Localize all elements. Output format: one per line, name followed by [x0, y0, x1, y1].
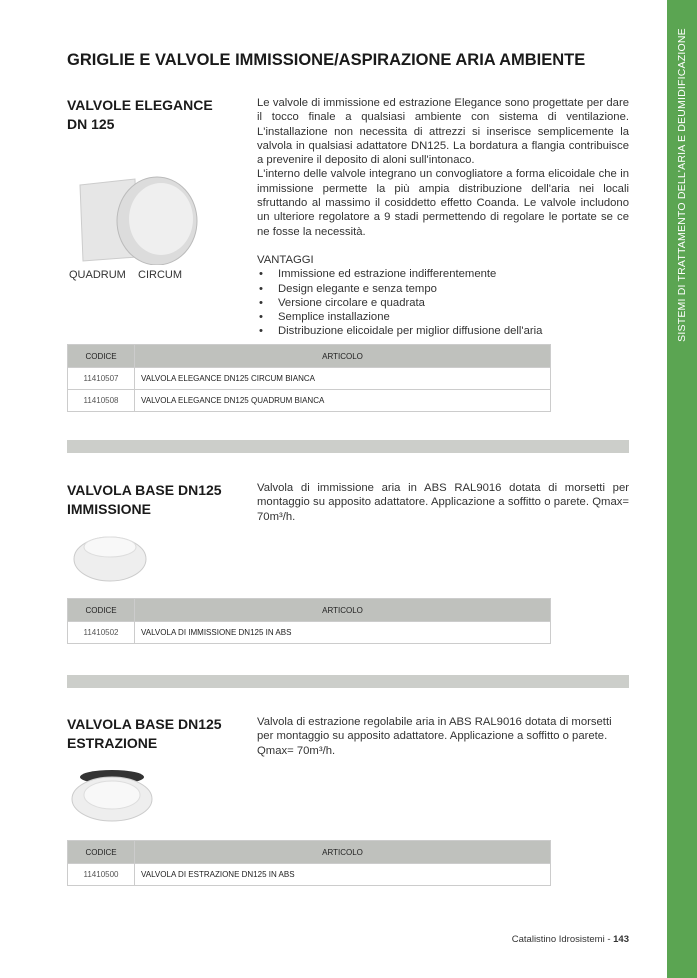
- table-row: [68, 368, 551, 390]
- table-header-cell: CODICE: [68, 841, 135, 864]
- table-header-cell: ARTICOLO: [135, 599, 551, 622]
- product-image-immissione: [70, 525, 150, 587]
- product-image-elegance: [75, 165, 200, 265]
- sidebar-label: SISTEMI DI TRATTAMENTO DELL'ARIA E DEUMIDIFICAZIONE: [676, 28, 688, 342]
- table-header-cell: CODICE: [68, 345, 135, 368]
- product-table: [67, 840, 551, 886]
- product-table: [67, 598, 551, 644]
- list-item: • Versione circolare e quadrata: [257, 296, 629, 310]
- table-row: [68, 622, 551, 644]
- table-cell: VALVOLA DI IMMISSIONE DN125 IN ABS: [135, 622, 551, 644]
- page-footer: Catalistino Idrosistemi - 143: [511, 934, 629, 945]
- table-row: [68, 864, 551, 886]
- table-header-cell: ARTICOLO: [135, 345, 551, 368]
- table-cell: 11410500: [68, 864, 135, 886]
- list-item: • Semplice installazione: [257, 310, 629, 324]
- table-header-cell: ARTICOLO: [135, 841, 551, 864]
- divider: [67, 675, 629, 688]
- list-item: • Distribuzione elicoidale per miglior diffusione dell'aria: [257, 324, 629, 338]
- section-description: Valvola di immissione aria in ABS RAL9016 dotata di morsetti per montaggio su apposito adattatore. Applicazione a soffitto o parete. Qmax= 70m³/h.: [257, 482, 629, 523]
- table-cell: 11410508: [68, 390, 135, 412]
- divider: [67, 440, 629, 453]
- section-description: Valvola di estrazione regolabile aria in ABS RAL9016 dotata di morsetti per montaggio su apposito adattatore. Applicazione a soffitto o parete. Qmax= 70m³/h.: [257, 716, 612, 757]
- section-description: Le valvole di immissione ed estrazione Elegance sono progettate per dare il tocco finale a qualsiasi ambiente con sistema di ventilazione. L'installazione non necessita di attrezzi si inserisce semplicemente la valvola in qualsiasi adattatore DN125. La bordatura a flangia contribuisce a prevenire il deposito di aloni sull'intonaco. L'interno delle valvole integrano un convogliatore a forma elicoidale che in immissione permette la più ampia distribuzione dell'aria nei locali sfruttando al massimo il cosiddetto effetto Coanda. Le valvole includono un ulteriore regolatore a 9 stadi permettendo di regolare le portate se ce ne fosse la necessità. VANTAGGI • Immissione ed estrazione indifferentemente • Design elegante e senza tempo • Versione circolare e quadrata • Semplice installazione • Distribuzione elicoidale per miglior diffusione dell'aria: [257, 96, 629, 339]
- table-header-cell: CODICE: [68, 599, 135, 622]
- product-table: [67, 344, 551, 412]
- page-number: 143: [613, 934, 629, 945]
- table-cell: 11410502: [68, 622, 135, 644]
- advantages-list: [257, 267, 629, 338]
- image-label-circum: CIRCUM: [138, 269, 182, 281]
- section-heading: VALVOLA BASE DN125 ESTRAZIONE: [67, 716, 222, 751]
- list-item: • Immissione ed estrazione indifferentemente: [257, 267, 629, 281]
- product-image-estrazione: [70, 765, 155, 825]
- table-cell: VALVOLA ELEGANCE DN125 QUADRUM BIANCA: [135, 390, 551, 412]
- image-label-quadrum: QUADRUM: [69, 269, 126, 281]
- table-row: [68, 390, 551, 412]
- page-title: GRIGLIE E VALVOLE IMMISSIONE/ASPIRAZIONE ARIA AMBIENTE: [67, 51, 586, 69]
- section-heading: VALVOLE ELEGANCE DN 125: [67, 97, 213, 132]
- table-cell: 11410507: [68, 368, 135, 390]
- list-item: • Design elegante e senza tempo: [257, 282, 629, 296]
- section-sidebar: [667, 0, 697, 978]
- section-heading: VALVOLA BASE DN125 IMMISSIONE: [67, 482, 222, 517]
- table-cell: VALVOLA ELEGANCE DN125 CIRCUM BIANCA: [135, 368, 551, 390]
- table-cell: VALVOLA DI ESTRAZIONE DN125 IN ABS: [135, 864, 551, 886]
